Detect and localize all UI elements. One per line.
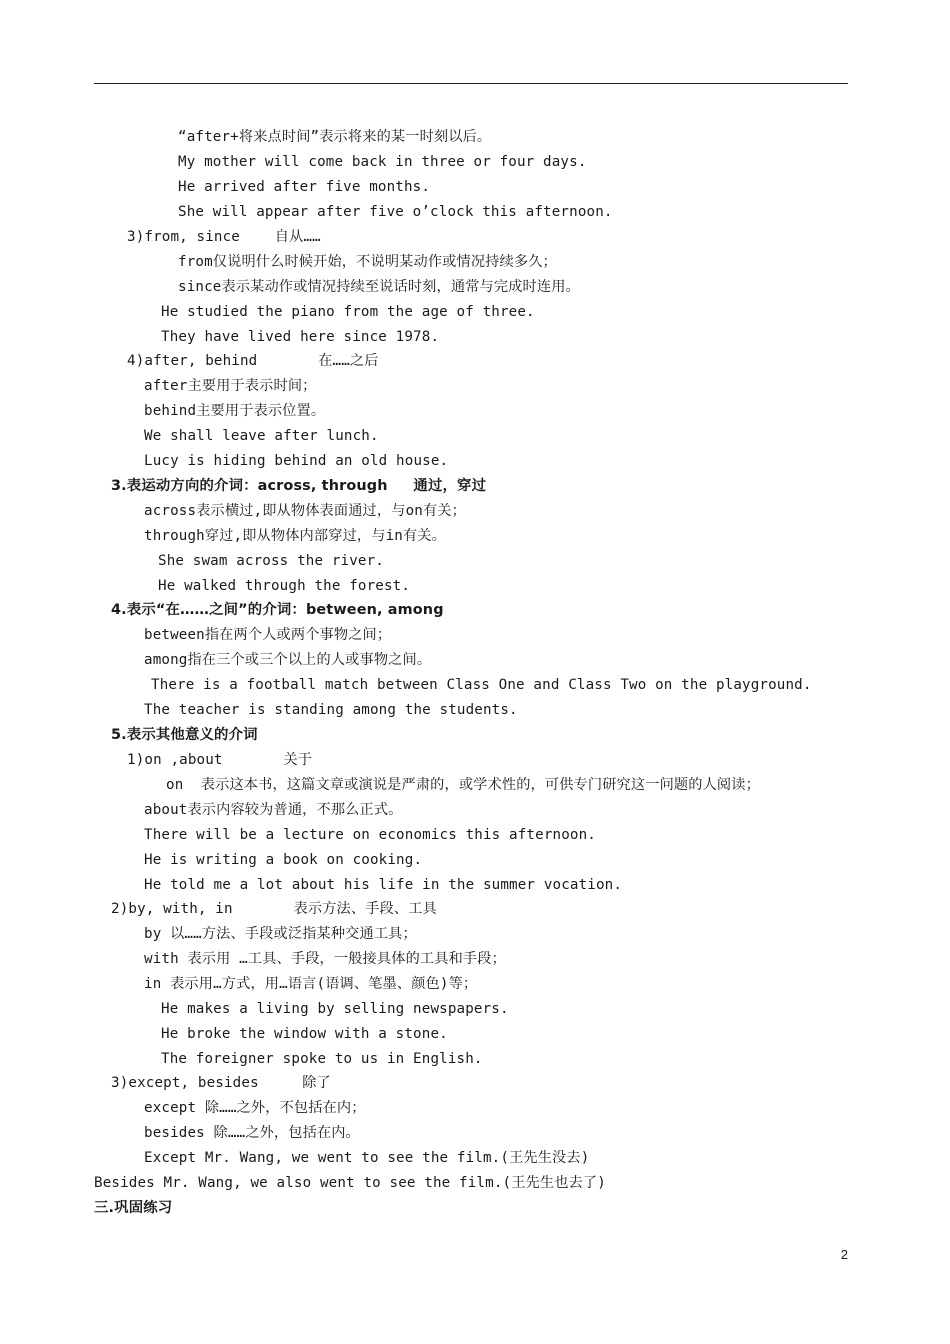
example-sentence: There is a football match between Class One and Class Two on the playground. (151, 677, 812, 693)
section-heading: 5.表示其他意义的介词 (111, 727, 258, 743)
text-line: by 以……方法、手段或泛指某种交通工具； (144, 926, 417, 942)
text-line: She will appear after five o’clock this afternoon. (178, 204, 613, 220)
text-line: through穿过,即从物体内部穿过，与in有关。 (144, 528, 446, 544)
example-sentence: He is writing a book on cooking. (144, 852, 423, 868)
text-line: My mother will come back in three or four days. (178, 154, 587, 170)
example-sentence: He told me a lot about his life in the summer vocation. (144, 877, 623, 893)
text-line: after主要用于表示时间； (144, 378, 317, 394)
example-sentence: He walked through the forest. (158, 578, 411, 594)
subsection-heading: 2)by, with, in 表示方法、手段、工具 (111, 901, 437, 917)
example-sentence: The teacher is standing among the students. (144, 702, 518, 718)
example-sentence: He studied the piano from the age of three. (161, 304, 535, 320)
example-sentence: Except Mr. Wang, we went to see the film.(王先生没去) (144, 1150, 590, 1166)
example-sentence: They have lived here since 1978. (161, 329, 440, 345)
subsection-heading: 4)after, behind 在……之后 (127, 353, 379, 369)
text-line: He arrived after five months. (178, 179, 431, 195)
example-sentence: He makes a living by selling newspapers. (161, 1001, 509, 1017)
example-sentence: There will be a lecture on economics this afternoon. (144, 827, 596, 843)
text-line: with 表示用 …工具、手段，一般接具体的工具和手段； (144, 951, 506, 967)
subsection-heading: 3)except, besides 除了 (111, 1075, 331, 1091)
header-rule (94, 83, 848, 84)
page-number: 2 (840, 1247, 848, 1262)
text-line: between指在两个人或两个事物之间； (144, 627, 392, 643)
example-sentence: Besides Mr. Wang, we also went to see the film.(王先生也去了) (94, 1175, 606, 1191)
text-line: besides 除……之外，包括在内。 (144, 1125, 360, 1141)
text-line: from仅说明什么时候开始，不说明某动作或情况持续多久； (178, 254, 557, 270)
text-line: since表示某动作或情况持续至说话时刻，通常与完成时连用。 (178, 279, 580, 295)
subsection-heading: 3)from, since 自从…… (127, 229, 321, 245)
section-heading: 4.表示“在……之间”的介词：between, among (111, 602, 444, 618)
example-sentence: Lucy is hiding behind an old house. (144, 453, 449, 469)
text-line: “after+将来点时间”表示将来的某一时刻以后。 (178, 129, 492, 145)
example-sentence: We shall leave after lunch. (144, 428, 379, 444)
text-line: across表示横过,即从物体表面通过，与on有关； (144, 503, 466, 519)
text-line: among指在三个或三个以上的人或事物之间。 (144, 652, 432, 668)
text-line: in 表示用…方式，用…语言(语调、笔墨、颜色)等； (144, 976, 478, 992)
text-line: about表示内容较为普通，不那么正式。 (144, 802, 403, 818)
section-heading: 三.巩固练习 (94, 1200, 173, 1216)
section-heading: 3.表运动方向的介词：across, through 通过，穿过 (111, 478, 487, 494)
example-sentence: She swam across the river. (158, 553, 384, 569)
text-line: behind主要用于表示位置。 (144, 403, 326, 419)
example-sentence: The foreigner spoke to us in English. (161, 1051, 483, 1067)
example-sentence: He broke the window with a stone. (161, 1026, 448, 1042)
text-line: except 除……之外，不包括在内； (144, 1100, 366, 1116)
subsection-heading: 1)on ,about 关于 (127, 752, 313, 768)
text-line: on 表示这本书，这篇文章或演说是严肃的，或学术性的，可供专门研究这一问题的人阅读； (166, 777, 760, 793)
